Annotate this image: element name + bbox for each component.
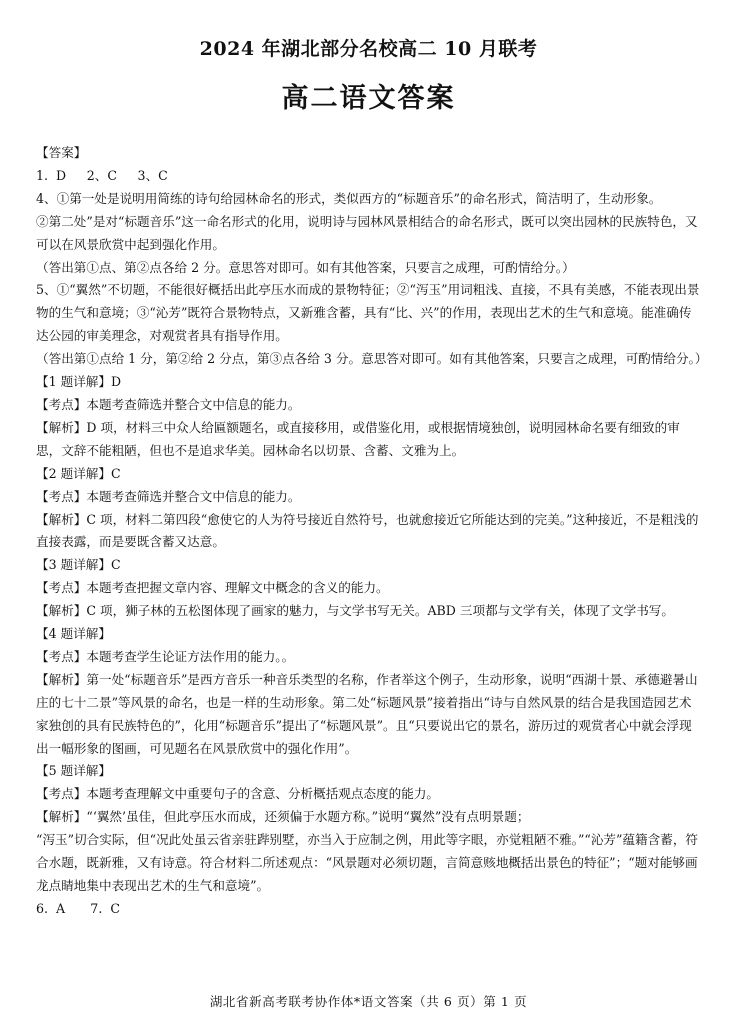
q4-detail-heading: 【4 题详解】 — [36, 626, 111, 642]
q3-key-point: 【考点】本题考查把握文章内容、理解文中概念的含义的能力。 — [36, 580, 389, 596]
answer-body — [36, 142, 708, 921]
q5-detail-heading: 【5 题详解】 — [36, 763, 111, 779]
q1-key-point: 【考点】本题考查筛选并整合文中信息的能力。 — [36, 396, 301, 412]
page-title: 高二语文答案 — [281, 83, 456, 114]
q5-analysis-part-2: “泻玉”切合实际，但“况此处虽云省亲驻跸别墅，亦当入于应制之例，用此等字眼，亦觉粗陋不雅。”“沁芳”蕴籍含蓄，符合水题，既新雅，又有诗意。符合材料二所述观点：“风景题对必须切题，言简意赅地概括出景色的特征”；“题对能够画龙点睛地集中表现出艺术的生气和意境”。 — [36, 832, 699, 893]
answer-4-point-2: ②第二处”是对“标题音乐”这一命名形式的化用，说明诗与园林风景相结合的命名形式，既可以突出园林的民族特色，又可以在风景欣赏中起到强化作用。 — [36, 213, 698, 252]
exam-title: 2024 年湖北部分名校高二 10 月联考 — [199, 38, 538, 60]
q1-detail-heading: 【1 题详解】D — [36, 374, 122, 390]
q1-analysis: 【解析】D 项，材料三中众人给匾额题名，或直接移用，或借鉴化用，或根据情境独创，说明园林命名要有细致的审思，文辞不能粗陋，但也不是追求华美。园林命名以切景、含蓄、文雅为上。 — [36, 419, 680, 458]
section-heading-answers: 【答案】 — [36, 145, 87, 160]
q3-analysis: 【解析】C 项，狮子林的五松图体现了画家的魅力，与文学书写无关。ABD 三项都与文学有关，体现了文学书写。 — [36, 603, 674, 619]
q2-key-point: 【考点】本题考查筛选并整合文中信息的能力。 — [36, 488, 301, 504]
q2-analysis: 【解析】C 项，材料二第四段“愈使它的人为符号接近自然符号，也就愈接近它所能达到的完美。”这种接近，不是粗浅的直接表露，而是要既含蓄又达意。 — [36, 511, 699, 550]
q4-analysis: 【解析】第一处“标题音乐”是西方音乐一种音乐类型的名称，作者举这个例子，生动形象，说明“西湖十景、承德避暑山庄的七十二景”等风景的命名，也是一样的生动形象。第二处“标题风景”接着指出“诗与自然风景的结合是我国造园艺术家独创的具有民族特色的”，化用“标题音乐”提出了“标题风景”。且“只要说出它的景名，游历过的观赏者心中就会浮现出一幅形象的图画，可见题名在风景欣赏中的强化作用”。 — [36, 671, 698, 756]
q3-detail-heading: 【3 题详解】C — [36, 557, 121, 573]
q5-key-point: 【考点】本题考查理解文中重要句子的含意、分析概括观点态度的能力。 — [36, 786, 439, 802]
answer-4-point-1: 4、①第一处是说明用简练的诗句给园林命名的形式，类似西方的“标题音乐”的命名形式，简洁明了，生动形象。 — [36, 190, 662, 206]
page-footer: 湖北省新高考联考协作体*语文答案（共 6 页）第 1 页 — [209, 994, 528, 1009]
answer-4-scoring-note: （答出第①点、第②点各给 2 分。意思答对即可。如有其他答案，只要言之成理，可酌情给分。） — [36, 259, 575, 275]
q4-key-point: 【考点】本题考查学生论证方法作用的能力。。 — [36, 648, 295, 664]
q5-analysis-part-1: 【解析】“‘翼然’虽佳，但此亭压水而成，还须偏于水题方称。”说明“翼然”没有点明景题； — [36, 809, 530, 825]
q2-detail-heading: 【2 题详解】C — [36, 465, 121, 481]
answer-5: 5、①“翼然”不切题，不能很好概括出此亭压水而成的景物特征；②“泻玉”用词粗浅、直接，不具有美感，不能表现出景物的生气和意境；③“沁芳”既符合景物特点，又新雅含蓄，具有“比、兴”的作用，表现出艺术的生气和意境。能准确传达公园的审美理念，对观赏者具有指导作用。 — [36, 282, 700, 344]
answer-line-1-3: 1. D 2、C 3、C — [36, 167, 168, 183]
answer-line-6-7: 6. A 7. C — [36, 900, 120, 916]
answer-5-scoring-note: （答出第①点给 1 分，第②给 2 分点，第③点各给 3 分。意思答对即可。如有其他答案，只要言之成理，可酌情给分。） — [36, 351, 708, 367]
